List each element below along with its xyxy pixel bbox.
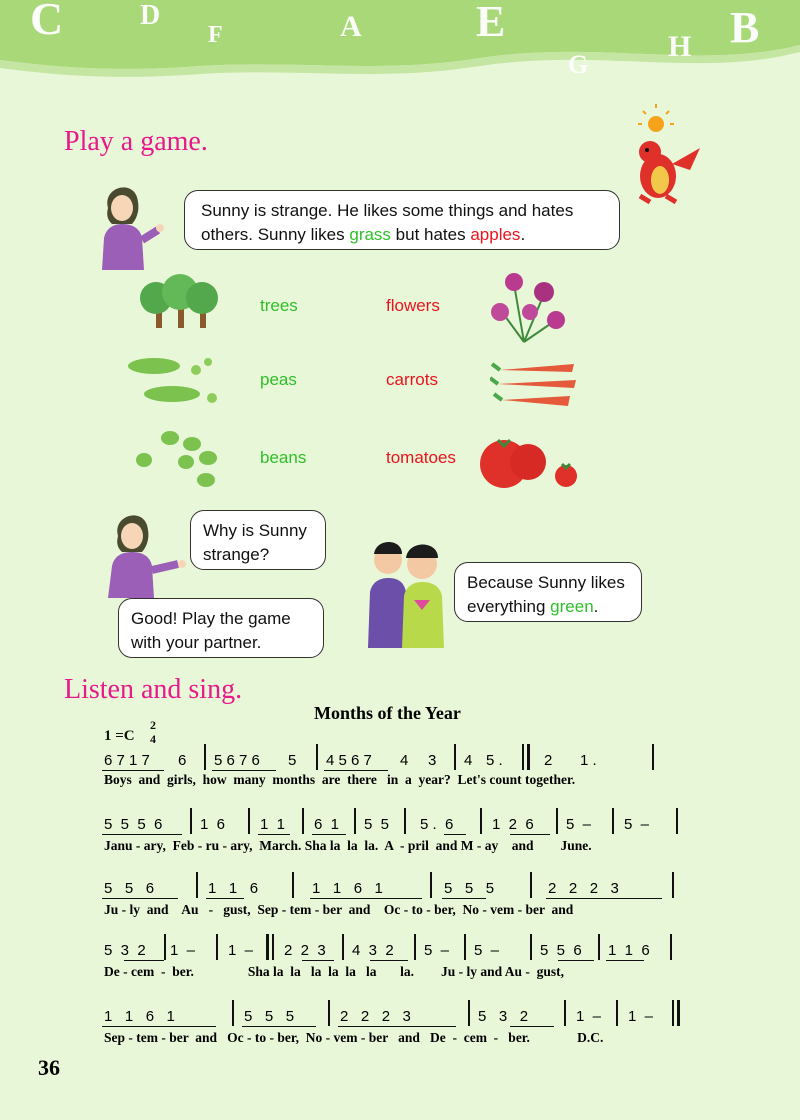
bar-line	[302, 808, 304, 834]
header-letter: G	[568, 50, 589, 79]
notes-measure: 1 1 6 1	[104, 1008, 175, 1025]
beam-line	[102, 1026, 216, 1027]
speech-bubble-intro	[184, 190, 620, 250]
header-letter: D	[140, 0, 161, 31]
notes-measure: 5 5 5	[444, 880, 495, 897]
notes-measure: 1 1 6 1	[312, 880, 383, 897]
lyrics-line: Boys and girls, how many months are there in a year? Let's count together.	[104, 772, 576, 787]
key-signature: 1 =C	[104, 728, 135, 744]
intro-prefix: others. Sunny likes	[201, 225, 350, 244]
notes-measure: 1 .	[580, 752, 597, 769]
bar-line	[676, 808, 678, 834]
header-letter: C	[30, 0, 64, 44]
notes-measure: 5 . 6	[420, 816, 454, 833]
notes-measure: 5 5 6	[540, 942, 582, 959]
lyrics-line: De - cem - ber. Sha la la la la la la la. Ju - ly and Au - gust,	[104, 964, 565, 979]
notes-measure: 5 3 2	[104, 942, 146, 959]
good-line-2: with your partner.	[131, 633, 262, 652]
notes-measure: 1 –	[170, 942, 196, 959]
liked-word-peas: peas	[260, 370, 297, 389]
song-title: Months of the Year	[314, 703, 461, 723]
notes-measure: 1 –	[228, 942, 254, 959]
notes-measure: 1 1 6	[608, 942, 650, 959]
time-signature-top: 2	[150, 718, 156, 732]
answer-line-2	[467, 595, 629, 619]
header-letter: F	[208, 22, 223, 48]
intro-suffix: .	[520, 225, 526, 244]
notes-measure: 5 6 7 6	[214, 752, 260, 769]
notes-measure: 2	[544, 752, 553, 769]
header-letter: E	[476, 0, 506, 46]
beam-line	[442, 898, 486, 899]
bar-line	[430, 872, 432, 898]
notes-measure: 1 2 6	[492, 816, 534, 833]
beam-line	[370, 960, 408, 961]
bar-line	[404, 808, 406, 834]
beam-line	[312, 834, 346, 835]
beam-line	[510, 834, 550, 835]
notes-measure: 3	[428, 752, 437, 769]
beam-line	[102, 834, 182, 835]
notes-measure: 5 5 6	[104, 880, 155, 897]
bar-line	[672, 872, 674, 898]
notes-measure: 5 –	[566, 816, 592, 833]
two-boys-illustration	[356, 530, 460, 648]
notes-measure: 1 1 6	[208, 880, 259, 897]
notes-measure: 5	[288, 752, 297, 769]
beam-line	[310, 898, 422, 899]
answer-line-1: Because Sunny likes	[467, 573, 625, 592]
bar-line	[464, 934, 466, 960]
question-line-1: Why is Sunny	[203, 521, 307, 540]
question-line-2: strange?	[203, 545, 270, 564]
hates-word: apples	[470, 225, 521, 244]
disliked-word-tomatoes: tomatoes	[386, 448, 456, 467]
notes-measure: 5 –	[624, 816, 650, 833]
notes-measure: 4 5 6 7	[326, 752, 372, 769]
time-signature-bottom: 4	[150, 732, 156, 746]
lyrics-line: Sep - tem - ber and Oc - to - ber, No - vem - ber and De - cem - ber. D.C.	[104, 1030, 604, 1045]
lyrics-line: Ju - ly and Au - gust, Sep - tem - ber and Oc - to - ber, No - vem - ber and	[104, 902, 574, 917]
notes-measure: 4	[464, 752, 473, 769]
beam-line	[302, 960, 334, 961]
beam-line	[242, 1026, 316, 1027]
notes-measure: 4	[400, 752, 409, 769]
tomatoes-image	[478, 432, 582, 492]
beam-line	[606, 960, 644, 961]
header-letter: A	[340, 10, 362, 43]
bar-line	[316, 744, 318, 770]
bar-line	[522, 744, 524, 770]
speech-bubble-answer	[454, 562, 642, 622]
bar-line	[468, 1000, 470, 1026]
notes-measure: 6 7 1 7	[104, 752, 150, 769]
notes-measure: 1 1	[260, 816, 286, 833]
flowers-image	[484, 264, 574, 344]
teacher-pointing-illustration	[100, 506, 190, 598]
notes-measure: 5 5	[364, 816, 390, 833]
beam-line	[338, 1026, 456, 1027]
notes-measure: 4 3 2	[352, 942, 394, 959]
bar-line	[670, 934, 672, 960]
intro-line-2	[201, 223, 607, 247]
bar-line	[598, 934, 600, 960]
disliked-word-flowers: flowers	[386, 296, 440, 315]
notes-measure: 5 5 5 6	[104, 816, 163, 833]
bar-line	[196, 872, 198, 898]
notes-measure: 2 2 2 3	[340, 1008, 411, 1025]
beam-line	[206, 898, 244, 899]
bar-line	[164, 934, 166, 960]
bar-line	[190, 808, 192, 834]
speech-bubble-good	[118, 598, 324, 658]
teacher-illustration	[92, 178, 172, 270]
beans-image	[128, 428, 228, 492]
beam-line	[324, 770, 388, 771]
notes-measure: 1 –	[628, 1008, 654, 1025]
bar-line	[454, 744, 456, 770]
beam-line	[558, 960, 594, 961]
notes-measure: 5 –	[424, 942, 450, 959]
answer-suffix: .	[593, 597, 599, 616]
beam-line	[102, 898, 178, 899]
bar-line	[480, 808, 482, 834]
bar-line	[564, 1000, 566, 1026]
liked-word-beans: beans	[260, 448, 307, 467]
bar-line	[272, 934, 274, 960]
bar-line	[328, 1000, 330, 1026]
header-letter: H	[668, 30, 692, 63]
answer-prefix: everything	[467, 597, 551, 616]
bar-line	[292, 872, 294, 898]
section-title-listen-sing: Listen and sing.	[64, 674, 243, 705]
bar-line	[354, 808, 356, 834]
bar-line	[342, 934, 344, 960]
peas-image	[126, 352, 226, 412]
bar-line	[414, 934, 416, 960]
beam-line	[212, 770, 276, 771]
notes-measure: 2 2 3	[284, 942, 326, 959]
answer-green-word: green	[550, 597, 594, 616]
notes-measure: 1 –	[576, 1008, 602, 1025]
dragon-sunny-illustration	[620, 104, 710, 214]
bar-line	[530, 934, 532, 960]
bar-line	[232, 1000, 234, 1026]
notes-measure: 2 2 2 3	[548, 880, 619, 897]
notes-measure: 5 5 5	[244, 1008, 295, 1025]
carrots-image	[490, 356, 580, 412]
notes-measure: 6 1	[314, 816, 340, 833]
beam-line	[258, 834, 290, 835]
bar-line	[616, 1000, 618, 1026]
disliked-word-carrots: carrots	[386, 370, 438, 389]
bar-line	[652, 744, 654, 770]
lyrics-line: Janu - ary, Feb - ru - ary, March. Sha la la la. A - pril and M - ay and June.	[104, 838, 592, 853]
liked-word-trees: trees	[260, 296, 298, 315]
bar-line	[527, 744, 530, 770]
bar-line	[672, 1000, 674, 1026]
beam-line	[444, 834, 466, 835]
notes-measure: 5 3 2	[478, 1008, 529, 1025]
bar-line	[216, 934, 218, 960]
bar-line	[612, 808, 614, 834]
header-letter: B	[730, 3, 760, 52]
bar-line	[204, 744, 206, 770]
bar-line	[677, 1000, 680, 1026]
intro-middle: but hates	[390, 225, 471, 244]
bar-line	[248, 808, 250, 834]
good-line-1: Good! Play the game	[131, 609, 291, 628]
beam-line	[102, 770, 164, 771]
notes-measure: 6	[178, 752, 187, 769]
bar-line	[556, 808, 558, 834]
likes-word: grass	[349, 225, 391, 244]
speech-bubble-question	[190, 510, 326, 570]
notes-measure: 1 6	[200, 816, 226, 833]
trees-image	[134, 272, 224, 332]
notes-measure: 5 .	[486, 752, 503, 769]
page-number: 36	[38, 1055, 60, 1080]
notes-measure: 5 –	[474, 942, 500, 959]
bar-line	[266, 934, 269, 960]
beam-line	[510, 1026, 554, 1027]
beam-line	[546, 898, 662, 899]
section-title-play-game: Play a game.	[64, 126, 208, 157]
beam-line	[124, 960, 164, 961]
intro-line-1: Sunny is strange. He likes some things and hates	[201, 201, 574, 220]
bar-line	[530, 872, 532, 898]
